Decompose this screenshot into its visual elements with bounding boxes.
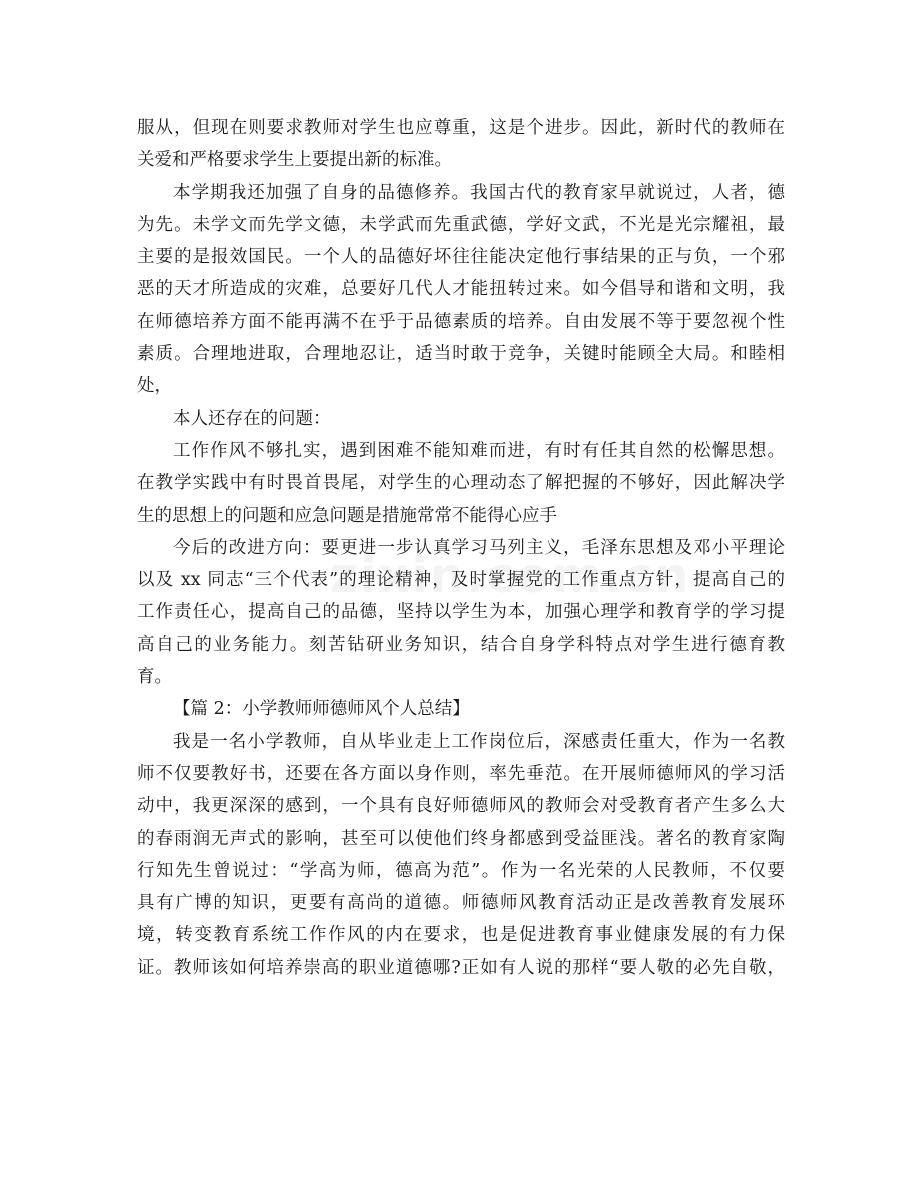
text-line: 高自己的业务能力。刻苦钻研业务知识，结合自身学科特点对学生进行德育教 bbox=[137, 634, 785, 655]
paragraph-start-line: 我是一名小学教师，自从毕业走上工作岗位后，深感责任重大，作为一名教 bbox=[173, 731, 785, 752]
text-line: 动中，我更深深的感到，一个具有良好师德师风的教师会对受教育者产生多么大 bbox=[137, 796, 785, 817]
section-heading: 【篇 2：小学教师师德师风个人总结】 bbox=[173, 699, 470, 720]
text-line: 证。教师该如何培养崇高的职业道德哪?正如有人说的那样“要人敬的必先自敬， bbox=[137, 957, 785, 978]
text-line: 为先。未学文而先学文德，未学武而先重武德，学好文武，不光是光宗耀祖，最 bbox=[137, 214, 785, 235]
text-line: 主要的是报效国民。一个人的品德好坏往往能决定他行事结果的正与负，一个邪 bbox=[137, 247, 785, 268]
text-line: 境，转变教育系统工作作风的内在要求，也是促进教育事业健康发展的有力保 bbox=[137, 925, 785, 946]
text-line: 在教学实践中有时畏首畏尾，对学生的心理动态了解把握的不够好，因此解决学 bbox=[137, 473, 785, 494]
text-line: 工作责任心，提高自己的品德，坚持以学生为本，加强心理学和教育学的学习提 bbox=[137, 602, 785, 623]
text-line: 服从，但现在则要求教师对学生也应尊重，这是个进步。因此，新时代的教师在 bbox=[137, 118, 785, 138]
text-line: 处， bbox=[137, 376, 172, 397]
document-body bbox=[137, 112, 785, 984]
text-line: 的春雨润无声式的影响，甚至可以使他们终身都感到受益匪浅。著名的教育家陶 bbox=[137, 828, 785, 849]
text-line: 行知先生曾说过：“学高为师，德高为范”。作为一名光荣的人民教师，不仅要 bbox=[137, 860, 785, 881]
text-line: 在师德培养方面不能再满不在乎于品德素质的培养。自由发展不等于要忽视个性 bbox=[137, 311, 785, 332]
text-line: 师不仅要教好书，还要在各方面以身作则，率先垂范。在开展师德师风的学习活 bbox=[137, 763, 785, 784]
section-label: 本人还存在的问题： bbox=[173, 408, 331, 429]
text-line: 具有广博的知识，更要有高尚的道德。师德师风教育活动正是改善教育发展环 bbox=[137, 893, 785, 914]
text-line: 育。 bbox=[137, 667, 172, 688]
text-line: 恶的天才所造成的灾难，总要好几代人才能扭转过来。如今倡导和谐和文明，我 bbox=[137, 279, 785, 300]
paragraph-start-line: 今后的改进方向：要更进一步认真学习马列主义，毛泽东思想及邓小平理论 bbox=[173, 537, 785, 558]
paragraph-start-line: 本学期我还加强了自身的品德修养。我国古代的教育家早就说过，人者，德 bbox=[173, 182, 785, 203]
paragraph-start-line: 工作作风不够扎实，遇到困难不能知难而进，有时有任其自然的松懈思想。 bbox=[173, 440, 785, 461]
text-line: 素质。合理地进取，合理地忍让，适当时敢于竞争，关键时能顾全大局。和睦相 bbox=[137, 344, 785, 365]
text-line: 关爱和严格要求学生上要提出新的标准。 bbox=[137, 150, 452, 171]
text-line: 以及 xx 同志“三个代表”的理论精神，及时掌握党的工作重点方针，提高自己的 bbox=[137, 570, 785, 591]
text-line: 生的思想上的问题和应急问题是措施常常不能得心应手 bbox=[137, 505, 557, 526]
